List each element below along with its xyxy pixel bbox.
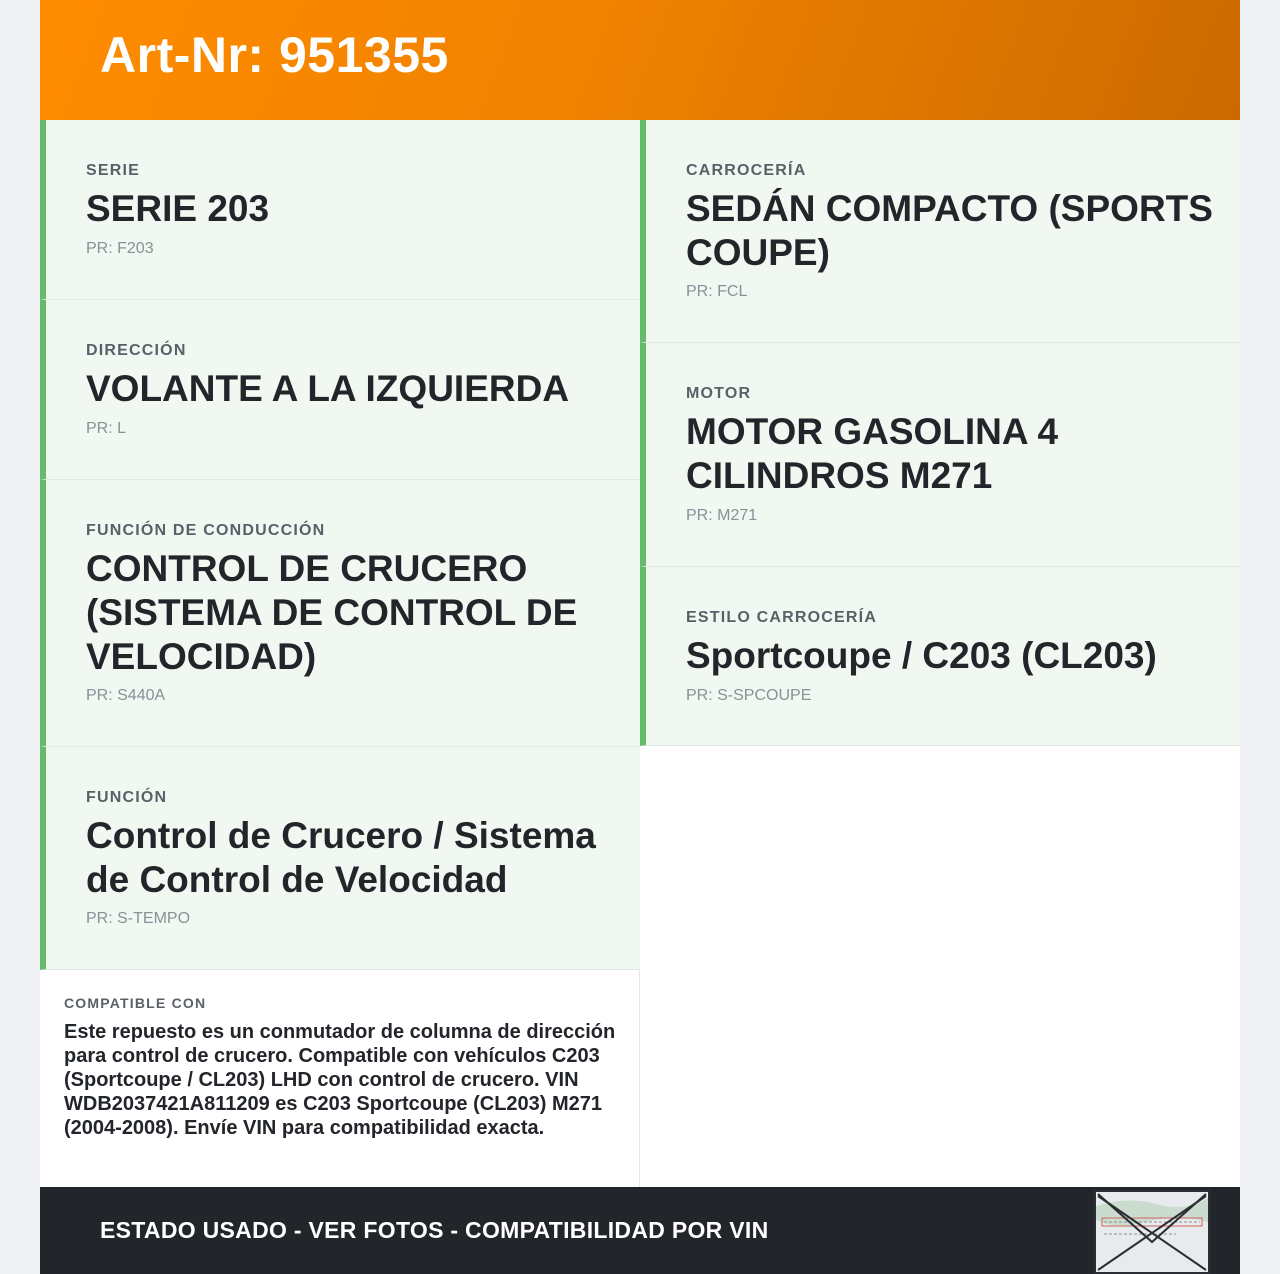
spec-pr-code: PR: L <box>86 420 127 437</box>
spec-value: SEDÁN COMPACTO (SPORTS COUPE) <box>686 188 1213 273</box>
spec-card-direccion <box>40 300 640 480</box>
footer-text: ESTADO USADO - VER FOTOS - COMPATIBILIDAD POR VIN <box>100 1217 769 1243</box>
spec-label: FUNCIÓN <box>86 789 168 806</box>
spec-card-carroceria <box>640 120 1240 343</box>
spec-value: CONTROL DE CRUCERO (SISTEMA DE CONTROL DE VELOCIDAD) <box>86 548 578 677</box>
spec-card-serie <box>40 120 640 300</box>
spec-value: Control de Crucero / Sistema de Control de Velocidad <box>86 815 596 900</box>
spec-pr-code: PR: FCL <box>686 283 748 300</box>
spec-pr-code: PR: M271 <box>686 507 758 524</box>
spec-label: ESTILO CARROCERÍA <box>686 609 878 626</box>
spec-value: SERIE 203 <box>86 188 270 229</box>
header-banner <box>40 0 1240 120</box>
spec-card-funcion-conduccion <box>40 480 640 747</box>
spec-sheet <box>40 0 1240 1274</box>
compatibility-section <box>40 970 640 1187</box>
spec-value: VOLANTE A LA IZQUIERDA <box>86 368 570 409</box>
spec-pr-code: PR: F203 <box>86 240 154 257</box>
footer-bar <box>40 1187 1240 1274</box>
spec-label: SERIE <box>86 162 141 179</box>
spec-label: FUNCIÓN DE CONDUCCIÓN <box>86 522 326 539</box>
spec-label: MOTOR <box>686 385 752 402</box>
spec-card-motor <box>640 343 1240 567</box>
spec-pr-code: PR: S440A <box>86 687 166 704</box>
spec-label: CARROCERÍA <box>686 162 807 179</box>
article-number-title: Art-Nr: 951355 <box>100 27 449 83</box>
compatibility-text: Este repuesto es un conmutador de columna de dirección para control de crucero. Compatible con vehículos C203 (Sportcoupe / CL203) LHD con control de crucero. VIN WDB2037421A811209 es C203 Sportcoupe (CL203) M271 (2004-2008). Envíe VIN para compatibilidad exacta. <box>64 1021 616 1139</box>
spec-value: Sportcoupe / C203 (CL203) <box>686 635 1157 676</box>
thumbnail-image <box>1096 1192 1208 1272</box>
spec-pr-code: PR: S-TEMPO <box>86 910 191 927</box>
spec-card-estilo-carroceria <box>640 567 1240 746</box>
part-label-photo-thumbnail[interactable] <box>1094 1190 1210 1274</box>
spec-card-funcion <box>40 747 640 970</box>
spec-label: DIRECCIÓN <box>86 342 187 359</box>
spec-value: MOTOR GASOLINA 4 CILINDROS M271 <box>686 411 1059 496</box>
spec-pr-code: PR: S-SPCOUPE <box>686 687 812 704</box>
compatibility-label: COMPATIBLE CON <box>64 995 207 1011</box>
